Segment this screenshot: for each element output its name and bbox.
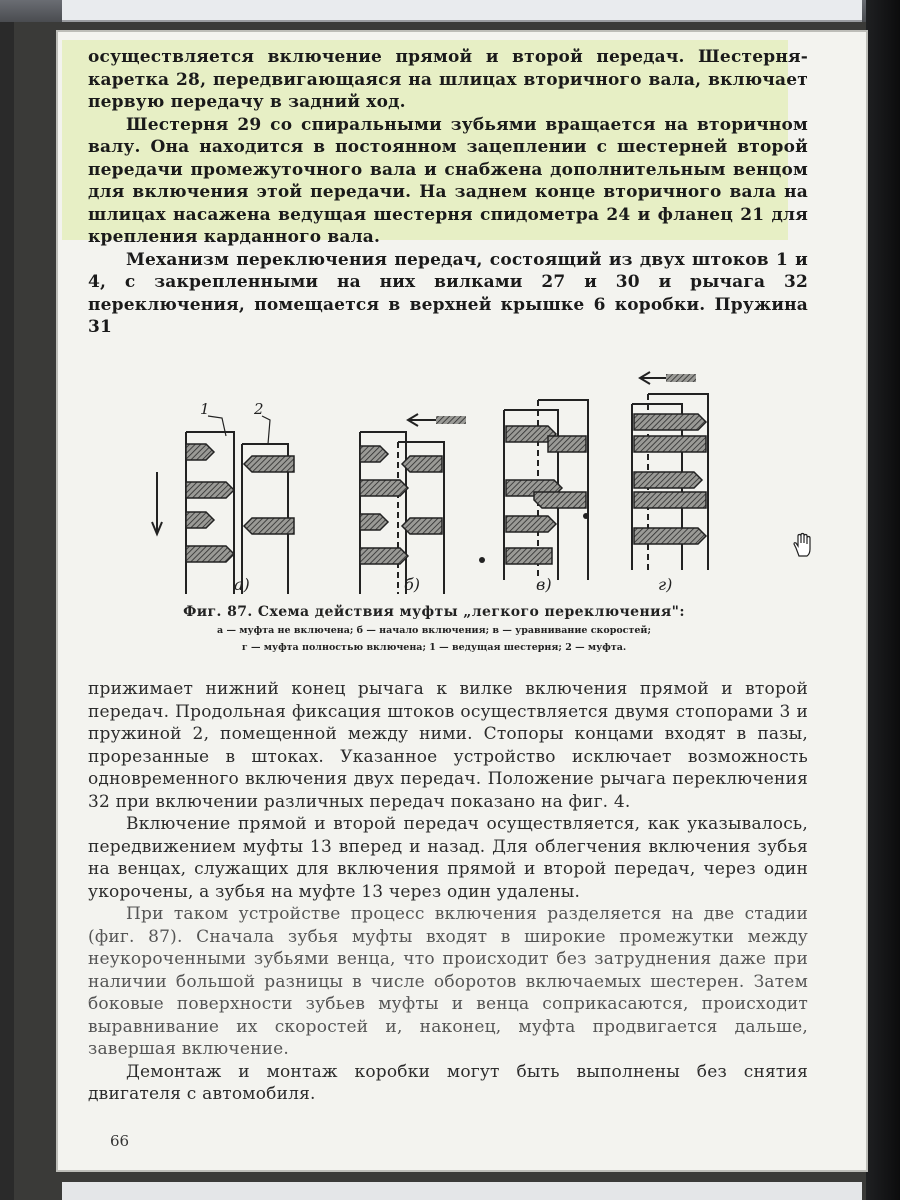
hand-cursor-icon <box>791 532 815 558</box>
top-text-block <box>88 46 808 339</box>
screen-bezel-right <box>866 0 900 1200</box>
next-page-edge <box>62 1182 862 1200</box>
panel-b-teeth <box>360 446 442 564</box>
figure-caption-legend-2: г — муфта полностью включена; 1 — ведущая шестерня; 2 — муфта. <box>241 642 627 653</box>
previous-page-edge <box>62 0 862 22</box>
paragraph-5: Включение прямой и второй передач осуществляется, как указывалось, передвижением муфты 13 вперед и назад. Для облегчения включения зубья на венцах, служащих для включения прямой и второй передач, через один укорочены, а зубья на муфте 13 через один удалены. <box>88 814 808 902</box>
panel-label-g: г) <box>658 575 673 594</box>
svg-text:2: 2 <box>254 400 264 418</box>
page-number: 66 <box>110 1132 130 1150</box>
bottom-text-block <box>88 678 808 1106</box>
panel-label-b: б) <box>404 575 421 594</box>
figure-87-diagram <box>58 332 866 594</box>
figure-caption-title: Фиг. 87. Схема действия муфты „легкого переключения": <box>183 604 685 620</box>
figure-caption-legend-1: а — муфта не включена; б — начало включения; в — уравнивание скоростей; <box>217 625 651 636</box>
panel-v-teeth <box>506 426 586 564</box>
paragraph-1: осуществляется включение прямой и второй передач. Шестерня-каретка 28, передвигающаяся на шлицах вторичного вала, включает первую передачу в задний ход. <box>88 47 808 112</box>
panel-g-teeth <box>634 414 706 544</box>
panel-label-a: а) <box>234 575 250 594</box>
screen-bezel-left <box>0 0 14 1200</box>
panel-a-teeth <box>186 444 294 562</box>
panel-labels <box>234 575 672 594</box>
paragraph-4: прижимает нижний конец рычага к вилке включения прямой и второй передач. Продольная фиксация штоков осуществляется двумя стопорами 3 и пружиной 2, помещенной между ними. Стопоры концами входят в пазы, прорезанные в штоках. Указанное устройство исключает возможность одновременного включения двух передач. Положение рычага переключения 32 при включении различных передач показано на фиг. 4. <box>88 679 808 812</box>
svg-text:1: 1 <box>200 400 210 418</box>
part-label-2 <box>253 400 270 444</box>
panel-label-v: в) <box>536 575 552 594</box>
document-page <box>58 32 866 1170</box>
part-label-1 <box>200 400 226 436</box>
paragraph-2: Шестерня 29 со спиральными зубьями вращается на вторичном валу. Она находится в постоянном зацеплении с шестерней второй передачи промежуточного вала и снабжена дополнительным венцом для включения этой передачи. На заднем конце вторичного вала на шлицах насажена ведущая шестерня спидометра 24 и фланец 21 для крепления карданного вала. <box>88 114 808 247</box>
figure-caption <box>154 604 714 654</box>
paragraph-3: Механизм переключения передач, состоящий из двух штоков 1 и 4, с закрепленными на них вилками 27 и 30 и рычага 32 переключения, помещается в верхней крышке 6 коробки. Пружина 31 <box>88 249 808 337</box>
paragraph-7: Демонтаж и монтаж коробки могут быть выполнены без снятия двигателя с автомобиля. <box>88 1061 808 1104</box>
paragraph-6: При таком устройстве процесс включения разделяется на две стадии (фиг. 87). Сначала зубья муфты входят в широкие промежутки между неукороченными зубьями венца, что происходит без затруднения даже при наличии большой разницы в числе оборотов включаемых шестерен. Затем боковые поверхности зубьев муфты и венца соприкасаются, происходит выравнивание их скоростей и, наконец, муфта продвигается дальше, завершая включение. <box>88 904 808 1059</box>
panel-b <box>360 414 466 594</box>
